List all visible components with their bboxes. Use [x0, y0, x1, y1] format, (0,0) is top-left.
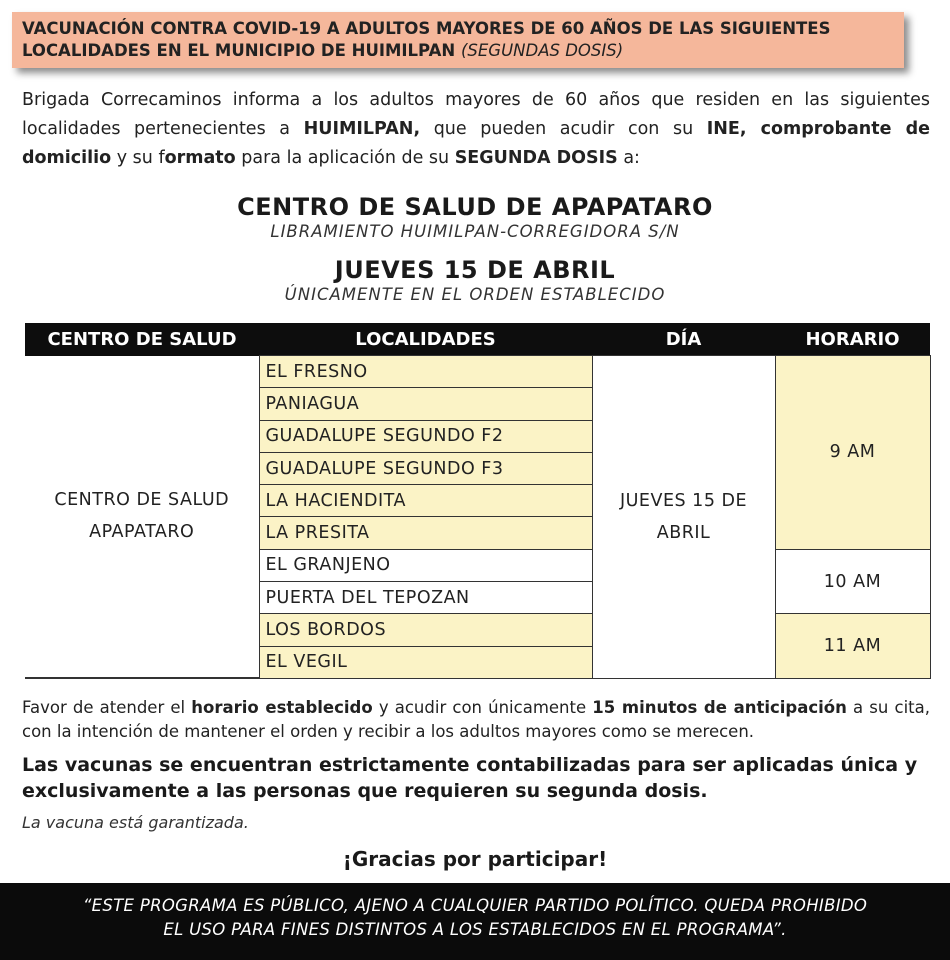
venue-address: LIBRAMIENTO HUIMILPAN-CORREGIDORA S/N — [270, 222, 680, 241]
vaccine-count-note: Las vacunas se encuentran estrictamente contabilizadas para ser aplicadas única y exclusivamente a las personas que requieren su segunda dosis. — [22, 754, 918, 802]
horario-cell-11am: 11 AM — [775, 614, 930, 679]
localidad-cell: GUADALUPE SEGUNDO F2 — [259, 420, 592, 452]
table-header-row — [25, 323, 930, 356]
intro-text-5: a: — [617, 148, 640, 168]
header-horario: HORARIO — [775, 323, 930, 356]
date-subtitle: ÚNICAMENTE EN EL ORDEN ESTABLECIDO — [284, 285, 666, 304]
schedule-table — [25, 323, 931, 679]
centro-line-2: APAPATARO — [89, 522, 195, 543]
intro-bold-formato: ormato — [164, 148, 236, 168]
header-dia: DÍA — [592, 323, 775, 356]
intro-text-1: Brigada Correcaminos informa a los adultos mayores de 60 años que residen en las siguientes localidades pertenecientes a — [22, 90, 930, 139]
venue-name: CENTRO DE SALUD DE APAPATARO — [237, 193, 713, 221]
footer-line-2: EL USO PARA FINES DISTINTOS A LOS ESTABLECIDOS EN EL PROGRAMA”. — [163, 920, 787, 939]
localidad-cell: LOS BORDOS — [259, 614, 592, 646]
header-localidades: LOCALIDADES — [259, 323, 592, 356]
header-centro: CENTRO DE SALUD — [25, 323, 259, 356]
horario-cell-9am: 9 AM — [775, 356, 930, 550]
intro-bold-municipio: HUIMILPAN, — [303, 119, 421, 139]
intro-bold-documents: INE, comprobante de domicilio — [22, 119, 930, 168]
localidad-cell: EL FRESNO — [259, 356, 592, 388]
intro-text-3: y su f — [111, 148, 165, 168]
horario-cell-10am: 10 AM — [775, 549, 930, 614]
table-row — [25, 356, 930, 388]
dia-cell — [592, 356, 775, 679]
schedule-note — [22, 696, 930, 744]
intro-paragraph — [22, 86, 930, 173]
localidad-cell: PANIAGUA — [259, 388, 592, 420]
legal-footer — [0, 883, 950, 960]
dia-line-1: JUEVES 15 DE — [619, 490, 748, 511]
footer-line-1: “ESTE PROGRAMA ES PÚBLICO, AJENO A CUALQUIER PARTIDO POLÍTICO. QUEDA PROHIBIDO — [82, 896, 868, 915]
intro-text-4: para la aplicación de su — [235, 148, 455, 168]
note-bold-anticipacion: 15 minutos de anticipación — [592, 698, 847, 717]
localidad-cell: PUERTA DEL TEPOZAN — [259, 582, 592, 614]
banner-line-2 — [22, 40, 904, 62]
banner-line-1: VACUNACIÓN CONTRA COVID-19 A ADULTOS MAYORES DE 60 AÑOS DE LAS SIGUIENTES — [22, 19, 831, 38]
dia-line-2: ABRIL — [656, 522, 711, 543]
title-banner — [12, 12, 904, 68]
intro-text-2: que pueden acudir con su — [420, 119, 707, 139]
centro-line-1: CENTRO DE SALUD — [54, 490, 230, 511]
date-title: JUEVES 15 DE ABRIL — [334, 256, 616, 284]
banner-line-2-text: LOCALIDADES EN EL MUNICIPIO DE HUIMILPAN — [22, 41, 456, 60]
localidad-cell: GUADALUPE SEGUNDO F3 — [259, 452, 592, 484]
note-text-3: a su cita, con la intención de mantener el orden y recibir a los adultos mayores como se merecen. — [22, 698, 930, 741]
intro-bold-dosis: SEGUNDA DOSIS — [454, 148, 618, 168]
thanks-message: ¡Gracias por participar! — [342, 847, 608, 871]
banner-line-2-italic: (SEGUNDAS DOSIS) — [460, 41, 624, 60]
note-bold-horario: horario establecido — [191, 698, 373, 717]
note-text-1: Favor de atender el — [22, 698, 192, 717]
localidad-cell: EL GRANJENO — [259, 549, 592, 581]
localidad-cell: LA HACIENDITA — [259, 485, 592, 517]
guarantee-note: La vacuna está garantizada. — [22, 813, 249, 832]
localidad-cell: LA PRESITA — [259, 517, 592, 549]
localidad-cell: EL VEGIL — [259, 646, 592, 678]
centro-cell — [25, 356, 259, 679]
note-text-2: y acudir con únicamente — [372, 698, 593, 717]
